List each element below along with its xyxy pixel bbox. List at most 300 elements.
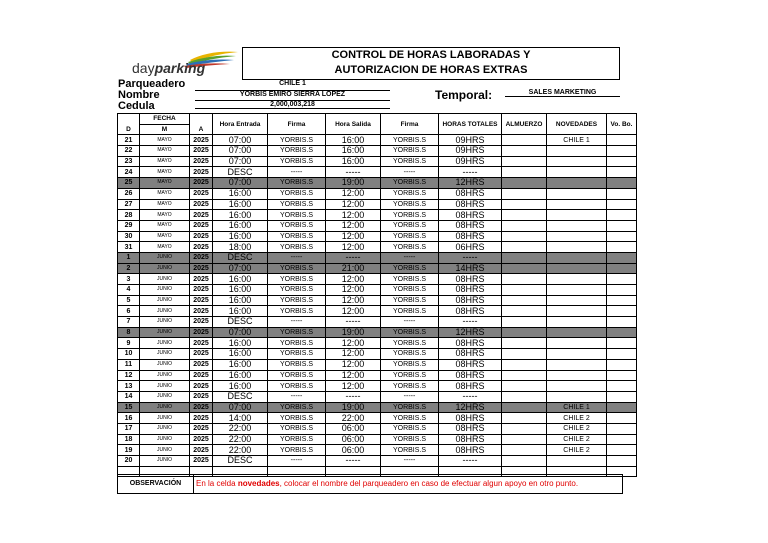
day-cell: 8 [118,327,140,338]
almuerzo-cell [502,252,547,263]
novedades-cell [547,295,607,306]
month-cell: JUNIO [140,295,190,306]
month-cell: JUNIO [140,306,190,317]
firma-salida-cell: YORBIS.S [381,402,439,413]
year-cell: 2025 [190,178,213,189]
firma-entrada-cell: YORBIS.S [268,210,326,221]
year-cell: 2025 [190,210,213,221]
year-cell: 2025 [190,156,213,167]
day-cell: 10 [118,349,140,360]
vobo-cell [607,434,637,445]
entrada-cell: 16:00 [213,220,268,231]
day-cell: 6 [118,306,140,317]
day-cell: 31 [118,242,140,253]
totales-cell: 08HRS [439,413,502,424]
firma-entrada-cell: YORBIS.S [268,370,326,381]
novedades-cell [547,381,607,392]
firma-entrada-cell: YORBIS.S [268,327,326,338]
firma-salida-cell: YORBIS.S [381,423,439,434]
almuerzo-cell [502,391,547,402]
firma-salida-cell: YORBIS.S [381,188,439,199]
day-cell: 7 [118,317,140,328]
year-cell: 2025 [190,423,213,434]
vobo-cell [607,306,637,317]
label-cedula: Cedula [118,100,155,112]
day-cell: 19 [118,445,140,456]
salida-cell: 12:00 [326,188,381,199]
table-row [118,370,637,381]
month-cell: JUNIO [140,317,190,328]
totales-cell: 08HRS [439,359,502,370]
table-row [118,285,637,296]
firma-salida-cell: ----- [381,252,439,263]
entrada-cell: DESC [213,252,268,263]
entrada-cell: 07:00 [213,135,268,146]
firma-entrada-cell: YORBIS.S [268,359,326,370]
vobo-cell [607,242,637,253]
totales-cell: 08HRS [439,445,502,456]
vobo-cell [607,391,637,402]
table-row [118,242,637,253]
novedades-cell [547,456,607,467]
entrada-cell: 16:00 [213,381,268,392]
day-cell: 30 [118,231,140,242]
salida-cell: 12:00 [326,242,381,253]
vobo-cell [607,178,637,189]
table-row [118,402,637,413]
year-cell: 2025 [190,220,213,231]
almuerzo-cell [502,359,547,370]
day-cell: 2 [118,263,140,274]
day-cell: 25 [118,178,140,189]
almuerzo-cell [502,306,547,317]
table-row [118,167,637,178]
firma-entrada-cell: ----- [268,252,326,263]
day-cell: 5 [118,295,140,306]
salida-cell: 12:00 [326,295,381,306]
entrada-cell: 16:00 [213,338,268,349]
firma-entrada-cell: YORBIS.S [268,156,326,167]
salida-cell: 12:00 [326,210,381,221]
salida-cell: 12:00 [326,274,381,285]
header-vobo: Vo. Bo. [607,114,637,135]
month-cell: JUNIO [140,274,190,285]
totales-cell: 12HRS [439,178,502,189]
firma-entrada-cell: YORBIS.S [268,434,326,445]
firma-salida-cell: YORBIS.S [381,370,439,381]
header-m: M [140,124,190,135]
firma-salida-cell: YORBIS.S [381,210,439,221]
vobo-cell [607,413,637,424]
vobo-cell [607,285,637,296]
entrada-cell: 16:00 [213,210,268,221]
almuerzo-cell [502,327,547,338]
observacion-box [117,474,623,494]
day-cell: 11 [118,359,140,370]
vobo-cell [607,456,637,467]
hours-table [117,113,637,477]
logo-text: dayparking [132,60,206,76]
totales-cell: 08HRS [439,370,502,381]
firma-entrada-cell: YORBIS.S [268,338,326,349]
entrada-cell: 16:00 [213,199,268,210]
totales-cell: 08HRS [439,274,502,285]
almuerzo-cell [502,338,547,349]
year-cell: 2025 [190,434,213,445]
table-row [118,327,637,338]
table-row [118,434,637,445]
entrada-cell: 16:00 [213,370,268,381]
vobo-cell [607,317,637,328]
novedades-cell [547,370,607,381]
table-row [118,252,637,263]
day-cell: 20 [118,456,140,467]
salida-cell: 22:00 [326,413,381,424]
entrada-cell: 22:00 [213,423,268,434]
firma-entrada-cell: YORBIS.S [268,135,326,146]
vobo-cell [607,199,637,210]
novedades-cell [547,359,607,370]
month-cell: JUNIO [140,285,190,296]
firma-salida-cell: YORBIS.S [381,445,439,456]
firma-entrada-cell: ----- [268,456,326,467]
novedades-cell [547,156,607,167]
almuerzo-cell [502,295,547,306]
salida-cell: 12:00 [326,306,381,317]
vobo-cell [607,327,637,338]
novedades-cell: CHILE 2 [547,445,607,456]
month-cell: JUNIO [140,381,190,392]
table-row [118,338,637,349]
firma-salida-cell: YORBIS.S [381,178,439,189]
firma-salida-cell: YORBIS.S [381,413,439,424]
almuerzo-cell [502,199,547,210]
almuerzo-cell [502,135,547,146]
novedades-cell [547,263,607,274]
almuerzo-cell [502,381,547,392]
entrada-cell: DESC [213,391,268,402]
month-cell: JUNIO [140,359,190,370]
day-cell: 24 [118,167,140,178]
almuerzo-cell [502,445,547,456]
vobo-cell [607,381,637,392]
firma-salida-cell: YORBIS.S [381,338,439,349]
header-a: A [190,124,213,135]
year-cell: 2025 [190,252,213,263]
totales-cell: 08HRS [439,423,502,434]
novedades-cell [547,317,607,328]
entrada-cell: 22:00 [213,445,268,456]
vobo-cell [607,146,637,157]
entrada-cell: 07:00 [213,146,268,157]
totales-cell: 08HRS [439,220,502,231]
entrada-cell: 16:00 [213,285,268,296]
firma-entrada-cell: YORBIS.S [268,274,326,285]
firma-entrada-cell: YORBIS.S [268,178,326,189]
table-row [118,391,637,402]
firma-salida-cell: ----- [381,391,439,402]
novedades-cell: CHILE 2 [547,413,607,424]
year-cell: 2025 [190,338,213,349]
month-cell: JUNIO [140,391,190,402]
table-row [118,359,637,370]
month-cell: MAYO [140,199,190,210]
almuerzo-cell [502,242,547,253]
totales-cell: 08HRS [439,295,502,306]
vobo-cell [607,349,637,360]
entrada-cell: 16:00 [213,306,268,317]
totales-cell: ----- [439,456,502,467]
firma-entrada-cell: YORBIS.S [268,445,326,456]
novedades-cell [547,306,607,317]
month-cell: MAYO [140,135,190,146]
vobo-cell [607,188,637,199]
firma-salida-cell: YORBIS.S [381,349,439,360]
month-cell: JUNIO [140,413,190,424]
firma-salida-cell: YORBIS.S [381,359,439,370]
entrada-cell: 16:00 [213,188,268,199]
year-cell: 2025 [190,402,213,413]
firma-entrada-cell: YORBIS.S [268,199,326,210]
vobo-cell [607,210,637,221]
firma-salida-cell: YORBIS.S [381,285,439,296]
novedades-cell [547,220,607,231]
entrada-cell: 16:00 [213,231,268,242]
totales-cell: 12HRS [439,327,502,338]
table-row [118,199,637,210]
totales-cell: 08HRS [439,199,502,210]
salida-cell: 12:00 [326,381,381,392]
almuerzo-cell [502,285,547,296]
header-firma-2: Firma [381,114,439,135]
year-cell: 2025 [190,135,213,146]
firma-entrada-cell: YORBIS.S [268,263,326,274]
novedades-cell [547,327,607,338]
table-row [118,146,637,157]
salida-cell: ----- [326,252,381,263]
almuerzo-cell [502,317,547,328]
vobo-cell [607,231,637,242]
entrada-cell: DESC [213,167,268,178]
firma-salida-cell: ----- [381,317,439,328]
totales-cell: 09HRS [439,135,502,146]
year-cell: 2025 [190,349,213,360]
firma-salida-cell: YORBIS.S [381,327,439,338]
totales-cell: 08HRS [439,210,502,221]
firma-salida-cell: YORBIS.S [381,146,439,157]
firma-salida-cell: YORBIS.S [381,381,439,392]
header-totales: HORAS TOTALES [439,114,502,135]
entrada-cell: 16:00 [213,349,268,360]
almuerzo-cell [502,413,547,424]
day-cell: 3 [118,274,140,285]
vobo-cell [607,370,637,381]
vobo-cell [607,338,637,349]
salida-cell: 12:00 [326,199,381,210]
totales-cell: ----- [439,167,502,178]
month-cell: JUNIO [140,252,190,263]
firma-salida-cell: YORBIS.S [381,295,439,306]
totales-cell: 12HRS [439,402,502,413]
novedades-cell: CHILE 1 [547,402,607,413]
month-cell: JUNIO [140,423,190,434]
salida-cell: 16:00 [326,135,381,146]
firma-salida-cell: YORBIS.S [381,434,439,445]
year-cell: 2025 [190,327,213,338]
salida-cell: ----- [326,391,381,402]
vobo-cell [607,274,637,285]
almuerzo-cell [502,370,547,381]
day-cell: 29 [118,220,140,231]
firma-entrada-cell: YORBIS.S [268,285,326,296]
firma-entrada-cell: ----- [268,391,326,402]
salida-cell: 12:00 [326,231,381,242]
table-row [118,317,637,328]
year-cell: 2025 [190,199,213,210]
totales-cell: 09HRS [439,156,502,167]
novedades-cell: CHILE 1 [547,135,607,146]
day-cell: 26 [118,188,140,199]
novedades-cell [547,146,607,157]
month-cell: MAYO [140,210,190,221]
salida-cell: 06:00 [326,434,381,445]
firma-entrada-cell: YORBIS.S [268,295,326,306]
month-cell: MAYO [140,178,190,189]
table-row [118,413,637,424]
year-cell: 2025 [190,456,213,467]
month-cell: JUNIO [140,434,190,445]
title-line-1: CONTROL DE HORAS LABORADAS Y [331,49,531,61]
year-cell: 2025 [190,285,213,296]
label-parqueadero: Parqueadero [118,78,186,90]
firma-entrada-cell: YORBIS.S [268,349,326,360]
firma-entrada-cell: YORBIS.S [268,146,326,157]
novedades-cell [547,231,607,242]
firma-salida-cell: YORBIS.S [381,274,439,285]
month-cell: JUNIO [140,349,190,360]
almuerzo-cell [502,178,547,189]
temporal-value: SALES MARKETING [505,89,620,97]
vobo-cell [607,402,637,413]
month-cell: JUNIO [140,370,190,381]
firma-salida-cell: YORBIS.S [381,156,439,167]
entrada-cell: 07:00 [213,327,268,338]
day-cell: 16 [118,413,140,424]
almuerzo-cell [502,231,547,242]
year-cell: 2025 [190,242,213,253]
almuerzo-cell [502,274,547,285]
totales-cell: 08HRS [439,338,502,349]
month-cell: JUNIO [140,445,190,456]
totales-cell: ----- [439,391,502,402]
day-cell: 28 [118,210,140,221]
novedades-cell [547,242,607,253]
month-cell: MAYO [140,167,190,178]
almuerzo-cell [502,402,547,413]
almuerzo-cell [502,188,547,199]
entrada-cell: 07:00 [213,156,268,167]
month-cell: JUNIO [140,402,190,413]
month-cell: MAYO [140,156,190,167]
table-row [118,445,637,456]
salida-cell: 12:00 [326,349,381,360]
almuerzo-cell [502,146,547,157]
header-entrada: Hora Entrada [213,114,268,135]
table-row [118,178,637,189]
entrada-cell: 07:00 [213,178,268,189]
month-cell: JUNIO [140,327,190,338]
year-cell: 2025 [190,295,213,306]
firma-salida-cell: YORBIS.S [381,199,439,210]
vobo-cell [607,423,637,434]
novedades-cell [547,199,607,210]
salida-cell: 12:00 [326,338,381,349]
day-cell: 4 [118,285,140,296]
header-almuerzo: ALMUERZO [502,114,547,135]
firma-salida-cell: YORBIS.S [381,220,439,231]
novedades-cell [547,338,607,349]
totales-cell: 06HRS [439,242,502,253]
table-row [118,188,637,199]
novedades-cell [547,210,607,221]
firma-entrada-cell: YORBIS.S [268,423,326,434]
header-firma-1: Firma [268,114,326,135]
table-row [118,263,637,274]
table-row [118,295,637,306]
day-cell: 22 [118,146,140,157]
year-cell: 2025 [190,231,213,242]
year-cell: 2025 [190,391,213,402]
year-cell: 2025 [190,381,213,392]
entrada-cell: DESC [213,317,268,328]
day-cell: 17 [118,423,140,434]
firma-entrada-cell: ----- [268,167,326,178]
day-cell: 12 [118,370,140,381]
firma-salida-cell: YORBIS.S [381,263,439,274]
year-cell: 2025 [190,370,213,381]
novedades-cell: CHILE 2 [547,434,607,445]
entrada-cell: 16:00 [213,295,268,306]
salida-cell: 12:00 [326,220,381,231]
salida-cell: 19:00 [326,178,381,189]
year-cell: 2025 [190,263,213,274]
salida-cell: 19:00 [326,327,381,338]
salida-cell: 21:00 [326,263,381,274]
table-row [118,135,637,146]
month-cell: JUNIO [140,263,190,274]
parqueadero-value: CHILE 1 [279,80,306,87]
day-cell: 13 [118,381,140,392]
table-row [118,210,637,221]
day-cell: 15 [118,402,140,413]
totales-cell: ----- [439,317,502,328]
almuerzo-cell [502,167,547,178]
almuerzo-cell [502,220,547,231]
cedula-value: 2,000,003,218 [195,100,390,109]
novedades-cell [547,391,607,402]
vobo-cell [607,220,637,231]
label-temporal: Temporal: [435,88,493,102]
salida-cell: 12:00 [326,370,381,381]
novedades-cell [547,188,607,199]
table-row [118,381,637,392]
firma-salida-cell: YORBIS.S [381,231,439,242]
salida-cell: 19:00 [326,402,381,413]
totales-cell: 08HRS [439,349,502,360]
entrada-cell: 14:00 [213,413,268,424]
day-cell: 14 [118,391,140,402]
year-cell: 2025 [190,167,213,178]
